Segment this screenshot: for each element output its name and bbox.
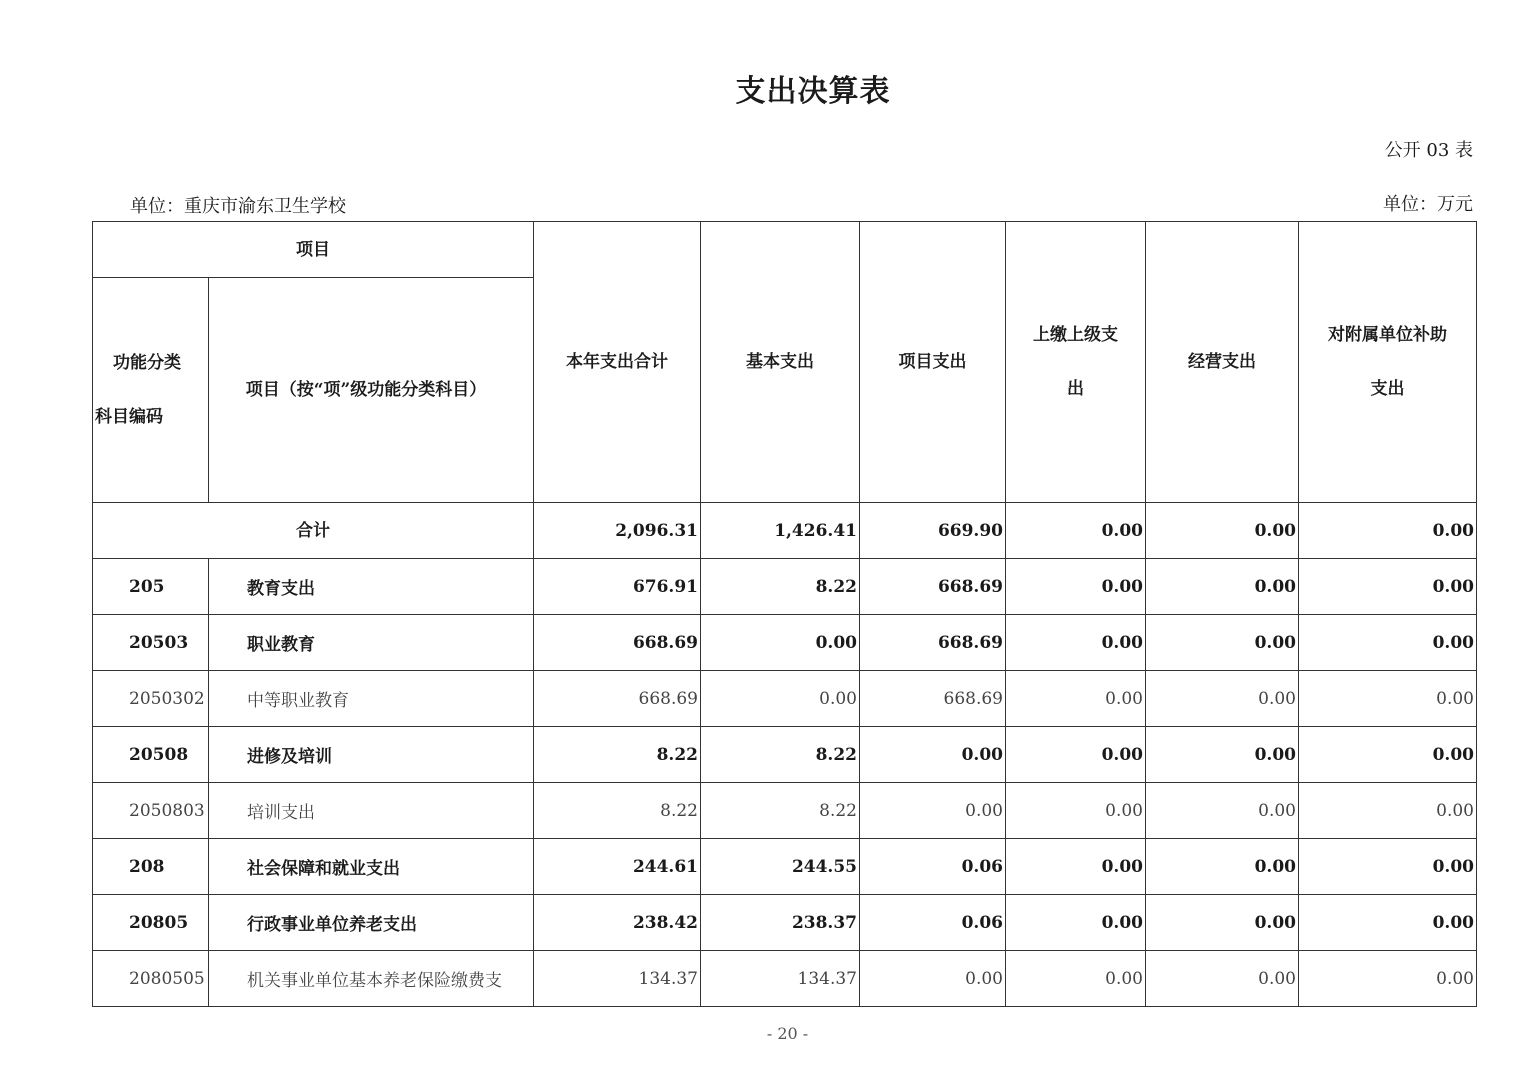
row-value: 0.00: [860, 951, 1006, 1007]
row-value: 676.91: [534, 559, 701, 615]
row-value: 0.00: [860, 783, 1006, 839]
row-value: 0.00: [1146, 951, 1299, 1007]
row-value: 0.00: [1299, 783, 1477, 839]
header-upper: [1006, 222, 1146, 503]
row-value: 0.00: [1146, 839, 1299, 895]
currency-unit: 单位：万元: [1383, 194, 1473, 215]
row-value: 134.37: [534, 951, 701, 1007]
header-row-1: [93, 222, 1477, 278]
total-row: [93, 503, 1477, 559]
row-value: 0.00: [1299, 671, 1477, 727]
table-row: [93, 783, 1477, 839]
row-value: 0.00: [1006, 895, 1146, 951]
row-name: 机关事业单位基本养老保险缴费支: [209, 951, 534, 1007]
header-business: 经营支出: [1146, 222, 1299, 503]
row-code: 2050302: [93, 671, 209, 727]
row-value: 238.37: [701, 895, 860, 951]
row-value: 0.00: [1146, 895, 1299, 951]
row-value: 0.00: [1299, 615, 1477, 671]
row-value: 0.00: [1146, 559, 1299, 615]
row-value: 668.69: [860, 559, 1006, 615]
header-subsidy-line2: 支出: [1370, 379, 1405, 399]
header-subsidy: [1299, 222, 1477, 503]
header-code-line1: 功能分类: [113, 353, 181, 373]
row-value: 668.69: [860, 671, 1006, 727]
row-name: 进修及培训: [209, 727, 534, 783]
table-row: [93, 559, 1477, 615]
row-value: 0.00: [860, 727, 1006, 783]
row-value: 0.00: [1006, 839, 1146, 895]
row-value: 0.00: [1006, 559, 1146, 615]
row-value: 8.22: [534, 783, 701, 839]
row-code: 2080505: [93, 951, 209, 1007]
row-value: 0.00: [1146, 615, 1299, 671]
row-value: 0.00: [1006, 951, 1146, 1007]
row-value: 8.22: [534, 727, 701, 783]
row-value: 0.00: [1299, 895, 1477, 951]
row-value: 0.00: [1146, 727, 1299, 783]
row-value: 0.00: [1299, 727, 1477, 783]
page-number: - 20 -: [766, 1024, 809, 1043]
header-name: 项目（按“项”级功能分类科目）: [209, 278, 534, 503]
row-name: 社会保障和就业支出: [209, 839, 534, 895]
header-code: [93, 278, 209, 503]
total-value: 669.90: [860, 503, 1006, 559]
row-value: 668.69: [860, 615, 1006, 671]
row-value: 8.22: [701, 783, 860, 839]
row-name: 中等职业教育: [209, 671, 534, 727]
row-code: 208: [93, 839, 209, 895]
row-value: 0.00: [1006, 615, 1146, 671]
page-title: 支出决算表: [735, 74, 891, 109]
row-value: 0.06: [860, 839, 1006, 895]
row-value: 0.00: [1299, 559, 1477, 615]
header-subsidy-line1: 对附属单位补助: [1328, 325, 1447, 345]
header-basic: 基本支出: [701, 222, 860, 503]
row-value: 8.22: [701, 559, 860, 615]
header-project: 项目支出: [860, 222, 1006, 503]
row-value: 0.00: [1006, 727, 1146, 783]
header-upper-line1: 上缴上级支: [1033, 325, 1118, 345]
row-code: 2050803: [93, 783, 209, 839]
row-value: 0.00: [1006, 671, 1146, 727]
row-value: 244.55: [701, 839, 860, 895]
row-code: 20805: [93, 895, 209, 951]
table-row: [93, 895, 1477, 951]
header-upper-line2: 出: [1067, 379, 1084, 399]
row-code: 20503: [93, 615, 209, 671]
table-row: [93, 727, 1477, 783]
header-item-group: 项目: [93, 222, 534, 278]
table-row: [93, 951, 1477, 1007]
form-number: 公开 03 表: [1384, 140, 1473, 161]
total-value: 2,096.31: [534, 503, 701, 559]
row-name: 教育支出: [209, 559, 534, 615]
row-code: 20508: [93, 727, 209, 783]
row-value: 0.00: [1146, 783, 1299, 839]
row-value: 668.69: [534, 671, 701, 727]
row-value: 0.00: [1299, 839, 1477, 895]
total-value: 0.00: [1006, 503, 1146, 559]
row-code: 205: [93, 559, 209, 615]
row-value: 238.42: [534, 895, 701, 951]
row-value: 0.00: [1146, 671, 1299, 727]
table-row: [93, 615, 1477, 671]
row-value: 0.00: [1299, 951, 1477, 1007]
row-value: 8.22: [701, 727, 860, 783]
row-name: 职业教育: [209, 615, 534, 671]
total-value: 0.00: [1299, 503, 1477, 559]
total-value: 1,426.41: [701, 503, 860, 559]
row-value: 244.61: [534, 839, 701, 895]
row-value: 0.00: [701, 671, 860, 727]
total-value: 0.00: [1146, 503, 1299, 559]
total-label: 合计: [93, 503, 534, 559]
unit-name: 单位：重庆市渝东卫生学校: [130, 196, 346, 217]
header-code-line2: 科目编码: [95, 407, 163, 427]
header-total: 本年支出合计: [534, 222, 701, 503]
row-value: 0.06: [860, 895, 1006, 951]
table-row: [93, 839, 1477, 895]
table-row: [93, 671, 1477, 727]
row-value: 134.37: [701, 951, 860, 1007]
row-value: 668.69: [534, 615, 701, 671]
row-value: 0.00: [701, 615, 860, 671]
row-name: 培训支出: [209, 783, 534, 839]
row-name: 行政事业单位养老支出: [209, 895, 534, 951]
expenditure-table: [92, 221, 1477, 1007]
row-value: 0.00: [1006, 783, 1146, 839]
